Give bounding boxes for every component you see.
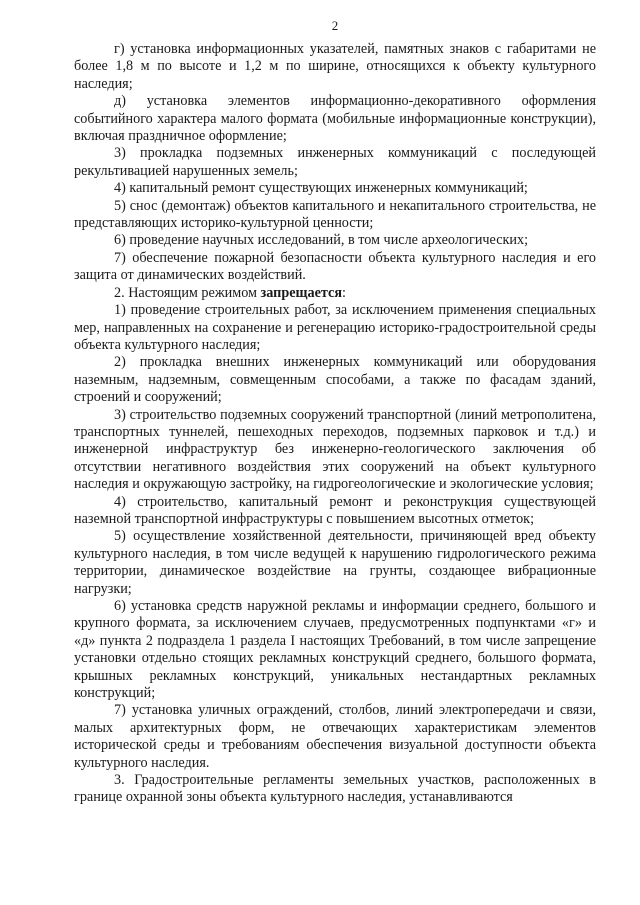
paragraph-6: 6) проведение научных исследований, в том числе археологических; [114,232,529,249]
prohibited-item-2: 2) прокладка внешних инженерных коммуникаций или оборудования наземным, надземным, совмещенным способами, а также по фасадам зданий, строений и сооружений; [74,354,596,406]
prohibited-item-4: 4) строительство, капитальный ремонт и реконструкция существующей наземной транспортной инфраструктуры с повышением высотных отметок; [74,493,596,527]
prohibition-keyword: запрещается [260,284,343,301]
paragraph-3: 3) прокладка подземных инженерных коммуникаций с последующей рекультивацией нарушенных земель; [74,145,596,179]
page-number: 2 [331,18,339,33]
section-2-heading [74,285,596,302]
prohibited-item-7: 7) установка уличных ограждений, столбов, линий электропередачи и связи, малых архитектурных форм, не отвечающих характеристикам элементов исторической среды и требованиям обеспечения визуальной доступности объекта культурного наследия. [74,702,596,771]
prohibited-item-6: 6) установка средств наружной рекламы и информации среднего, большого и крупного формата, за исключением случаев, предусмотренных подпунктами «г» и «д» пункта 2 подраздела 1 раздела I настоящих Требований, в том числе запрещение установки отдельно стоящих рекламных конструкций среднего, большого формата, крышных рекламных конструкций, уникальных нестандартных рекламных конструкций; [74,598,596,702]
prohibited-item-5: 5) осуществление хозяйственной деятельности, причиняющей вред объекту культурного наследия, в том числе ведущей к нарушению гидрологического режима территории, динамическое воздействие на грунты, создающее вибрационные нагрузки; [74,528,596,597]
prohibited-item-3: 3) строительство подземных сооружений транспортной (линий метрополитена, транспортных туннелей, пешеходных переходов, подземных парковок и т.д.) и инженерной инфраструктур без инженерно-геологического заключения об отсутствии негативного воздействия этих сооружений на объект культурного наследия и окружающую застройку, на гидрогеологические и экологические условия; [74,406,596,493]
paragraph-5: 5) снос (демонтаж) объектов капитального и некапитального строительства, не представляющих историко-культурной ценности; [74,197,596,232]
paragraph-4: 4) капитальный ремонт существующих инженерных коммуникаций; [114,180,528,197]
prohibited-item-1: 1) проведение строительных работ, за исключением применения специальных мер, направленных на сохранение и регенерацию историко-градостроительной среды объекта культурного наследия; [74,302,596,353]
section-2-lead-text: 2. Настоящим режимом [114,284,257,301]
prohibition-colon: : [342,284,346,301]
paragraph-7: 7) обеспечение пожарной безопасности объекта культурного наследия и его защита от динамических воздействий. [74,249,596,284]
paragraph-g: г) установка информационных указателей, памятных знаков с габаритами не более 1,8 м по высоте и 1,2 м по ширине, относящихся к объекту культурного наследия; [74,41,596,92]
section-3-paragraph: 3. Градостроительные регламенты земельных участков, расположенных в границе охранной зоны объекта культурного наследия, устанавливаются [74,772,596,806]
paragraph-d: д) установка элементов информационно-декоративного оформления событийного характера малого формата (мобильные информационные конструкции), включая праздничное оформление; [74,93,596,145]
